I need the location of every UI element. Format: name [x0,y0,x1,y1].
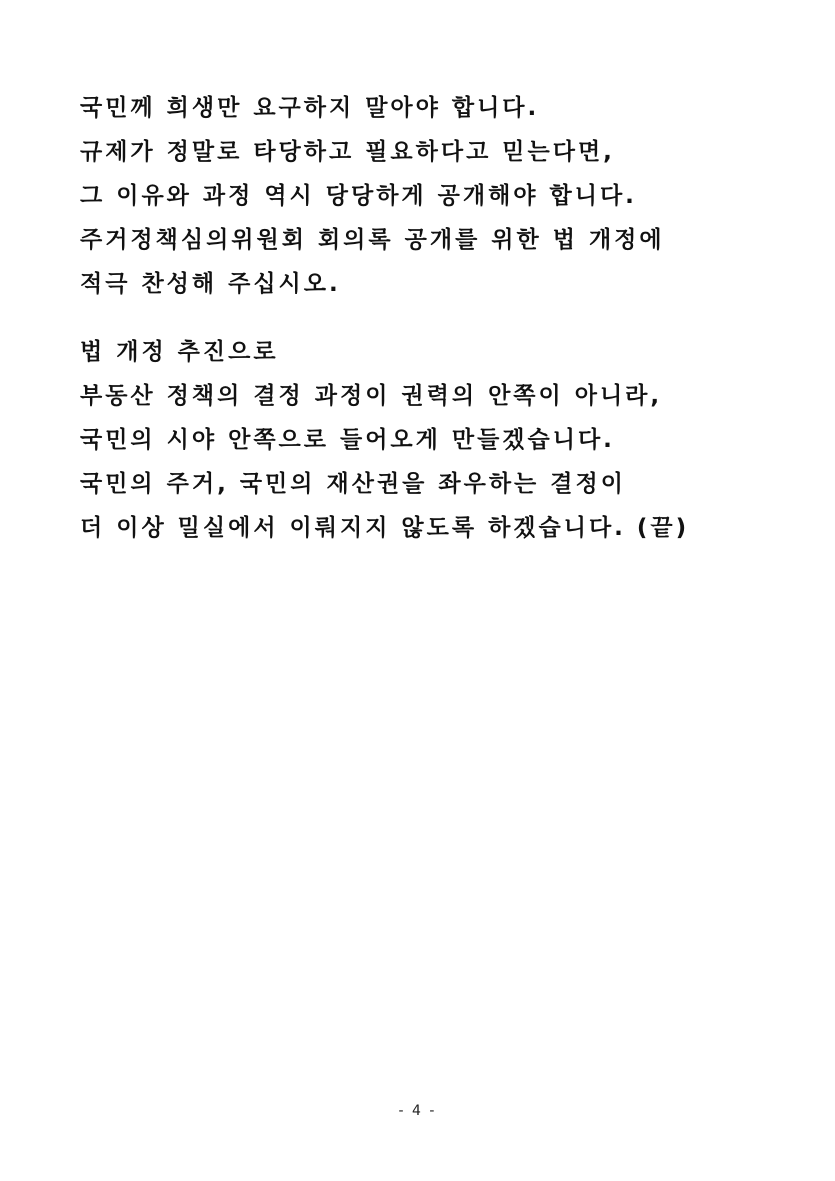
text-line: 주거정책심의위원회 회의록 공개를 위한 법 개정에 [80,227,665,253]
text-line: 그 이유와 과정 역시 당당하게 공개해야 합니다. [80,183,637,209]
paragraph-1 [80,88,780,308]
text-line: 부동산 정책의 결정 과정이 권력의 안쪽이 아니라, [80,383,663,409]
text-line: 국민께 희생만 요구하지 말아야 합니다. [80,95,540,121]
text-line: 법 개정 추진으로 [80,339,279,365]
text-line: 적극 찬성해 주십시오. [80,271,341,297]
text-line: 국민의 주거, 국민의 재산권을 좌우하는 결정이 [80,471,626,497]
page-number: - 4 - [398,1103,437,1119]
text-line: 더 이상 밀실에서 이뤄지지 않도록 하겠습니다. (끝) [80,515,690,541]
text-line: 국민의 시야 안쪽으로 들어오게 만들겠습니다. [80,427,615,453]
text-line: 규제가 정말로 타당하고 필요하다고 믿는다면, [80,139,615,165]
paragraph-2 [80,332,780,552]
